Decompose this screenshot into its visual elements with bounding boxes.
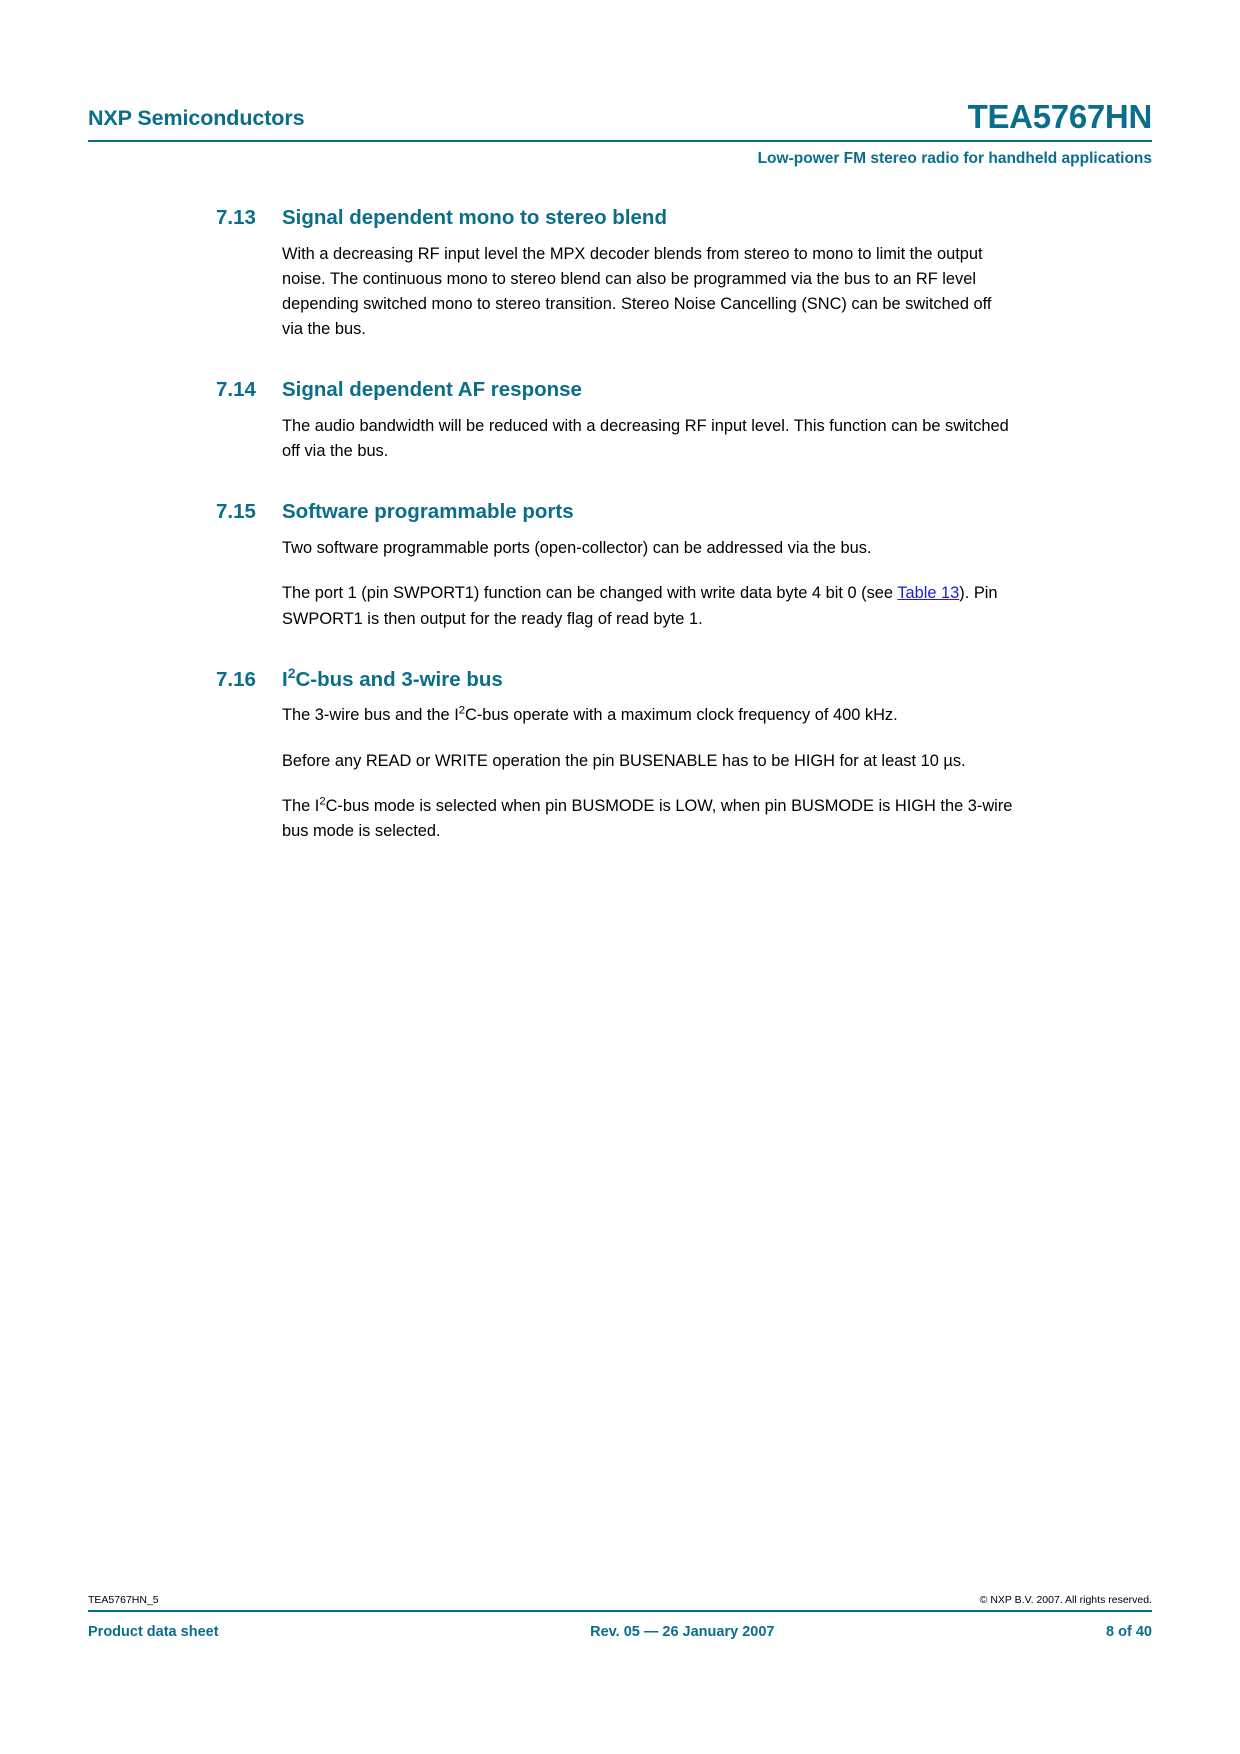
section-heading (0, 205, 1240, 231)
page-number: 8 of 40 (1106, 1623, 1152, 1640)
paragraph: With a decreasing RF input level the MPX decoder blends from stereo to mono to limit the output noise. The continuous mono to stereo blend can also be programmed via the bus to an RF level depending switched mono to stereo transition. Stereo Noise Cancelling (SNC) can be switched off via the bus. (282, 244, 992, 339)
section-title: Signal dependent mono to stereo blend (282, 206, 667, 229)
section-number: 7.14 (216, 378, 256, 402)
paragraph (282, 703, 1014, 728)
footer-info-row (88, 1624, 1152, 1640)
section-number: 7.16 (216, 667, 256, 691)
document-subtitle: Low-power FM stereo radio for handheld applications (757, 150, 1152, 167)
section-body (282, 536, 1014, 632)
section-number: 7.15 (216, 500, 256, 524)
header-title-row (88, 100, 1152, 133)
document-type: Product data sheet (88, 1623, 219, 1640)
section-title-part-2: C-bus and 3-wire bus (295, 667, 503, 691)
paragraph (282, 794, 1014, 844)
section-7-15 (0, 499, 1240, 631)
document-id: TEA5767HN_5 (88, 1594, 159, 1606)
section-heading (0, 377, 1240, 403)
section-number: 7.13 (216, 206, 256, 229)
section-title: Signal dependent AF response (282, 378, 582, 402)
document-body (0, 205, 1240, 844)
section-7-16 (0, 664, 1240, 844)
section-body (282, 703, 1014, 844)
section-heading (0, 499, 1240, 525)
part-number-title: TEA5767HN (967, 98, 1152, 135)
superscript-two: 2 (287, 664, 296, 681)
page-footer (88, 1594, 1152, 1640)
section-7-14 (0, 377, 1240, 464)
paragraph-text-before-link: The port 1 (pin SWPORT1) function can be changed with write data byte 4 bit 0 (see (282, 584, 898, 603)
revision-info: Rev. 05 — 26 January 2007 (590, 1623, 775, 1640)
section-heading (0, 664, 1240, 693)
paragraph: Before any READ or WRITE operation the pin BUSENABLE has to be HIGH for at least 10 µs. (282, 751, 966, 770)
paragraph-text-part-1: The 3-wire bus and the I (282, 706, 459, 725)
spacer (0, 464, 1240, 499)
header-divider (88, 140, 1152, 142)
company-name: NXP Semiconductors (88, 105, 305, 130)
paragraph-text-part-1: The I (282, 796, 320, 815)
superscript-two: 2 (319, 795, 326, 808)
spacer (0, 342, 1240, 377)
paragraph-with-link (282, 581, 1014, 631)
spacer (0, 632, 1240, 667)
section-title-part-1: I (282, 667, 288, 691)
section-title (282, 664, 1240, 693)
section-body (282, 414, 1014, 464)
paragraph-text-part-2: C-bus operate with a maximum clock frequency of 400 kHz. (464, 706, 898, 725)
section-title: Software programmable ports (282, 500, 574, 524)
spacer (0, 403, 1240, 414)
footer-meta-row (88, 1594, 1152, 1610)
paragraph: The audio bandwidth will be reduced with a decreasing RF input level. This function can be switched off via the bus. (282, 417, 1009, 461)
section-body (282, 242, 1014, 343)
footer-divider (88, 1610, 1152, 1612)
spacer (0, 231, 1240, 242)
paragraph: Two software programmable ports (open-collector) can be addressed via the bus. (282, 539, 872, 558)
spacer (0, 525, 1240, 536)
table-13-link[interactable]: Table 13 (897, 584, 960, 603)
spacer (0, 692, 1240, 703)
section-7-13 (0, 205, 1240, 342)
paragraph-text-part-2: C-bus mode is selected when pin BUSMODE is LOW, when pin BUSMODE is HIGH the 3-wire bus mode is selected. (282, 796, 1013, 840)
copyright-notice: © NXP B.V. 2007. All rights reserved. (979, 1594, 1152, 1606)
paragraph-text-after-link: ). Pin SWPORT1 is then output for the ready flag of read byte 1. (282, 584, 998, 628)
page-header (88, 100, 1152, 167)
superscript-two: 2 (458, 704, 465, 717)
